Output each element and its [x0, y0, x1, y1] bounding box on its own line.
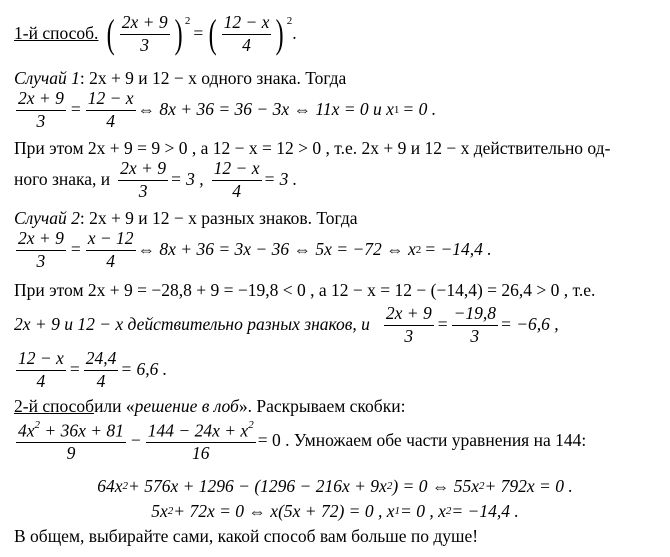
case2-check-3: $\frac{12 - x}{4}$ = $\frac{24,4}{4}$ = 6,6 .	[18, 348, 168, 391]
frac-a: 2x + 9 3	[121, 12, 168, 55]
conclusion: В общем, выбирайте сами, какой способ вам больше по душе!	[14, 526, 479, 546]
case1-check-1: При этом 2x + 9 = 9 > 0 , а 12 − x = 12 > 0 , т.е. 2x + 9 и 12 − x действительно од-	[14, 138, 611, 158]
case1-check-2: ного знака, и $\frac{2x + 9}{3}$ = 3 , $\frac{12 - x}{4}$ = 3 .	[14, 158, 298, 201]
method2-line2: 64x 2 + 576x + 1296 − (1296 − 216x + 9x 2 ) = 0 ⇔ 55x 2 + 792x = 0 .	[97, 476, 573, 496]
frac-b: 12 − x 4	[223, 12, 270, 55]
case1-equation: $\frac{2x + 9}{3}$ = $\frac{12 - x}{4}$ ⇔ 8x + 36 = 36 − 3x ⇔ 11x = 0 и x 1 = 0 .	[18, 88, 437, 131]
method1-line: 1-й способ. ( 2x + 9 3 ) $^2$ = ( 12 − x 4 ) $^2$ .	[14, 11, 297, 56]
lhs-power: ( 2x + 9 3 ) $^2$	[107, 11, 191, 56]
case2-header	[14, 210, 358, 228]
case2-equation: $\frac{2x + 9}{3}$ = $\frac{x - 12}{4}$ ⇔ 8x + 36 = 3x − 36 ⇔ 5x = −72 ⇔ x 2 = −14,4 .	[18, 228, 492, 271]
case2-check-2: 2x + 9 и 12 − x действительно разных знаков, и $\frac{2x + 9}{3}$ = $\frac{-19,8}{3}$ = −6,6 ,	[14, 303, 559, 346]
case2-check-1: При этом 2x + 9 = −28,8 + 9 = −19,8 < 0 , а 12 − x = 12 − (−14,4) = 26,4 > 0 , т.е.	[14, 280, 596, 300]
case1-label: Случай 1	[14, 68, 80, 88]
case1-text: : 2x + 9 и 12 − x одного знака. Тогда	[79, 68, 347, 88]
method2-line3: 5x 2 + 72x = 0 ⇔ x(5x + 72) = 0 , x 1 = 0 , x 2 = −14,4 .	[151, 501, 519, 521]
method2-equation: $4x^2 + 36x + 81$ 9 − $\frac{144 - 24x + x^2}{16}$ = 0 . Умножаем обе части уравнения на 144:	[18, 419, 587, 463]
case1-header	[14, 70, 346, 88]
case2-text: : 2x + 9 и 12 − x разных знаков. Тогда	[79, 208, 358, 228]
method1-label: 1-й способ.	[14, 23, 99, 44]
case2-label: Случай 2	[14, 208, 80, 228]
method2-label: 2-й способ	[14, 396, 95, 416]
rhs-power: ( 12 − x 4 ) $^2$	[208, 11, 293, 56]
method2-header: 2-й способ или « решение в лоб ». Раскрываем скобки:	[14, 396, 406, 416]
